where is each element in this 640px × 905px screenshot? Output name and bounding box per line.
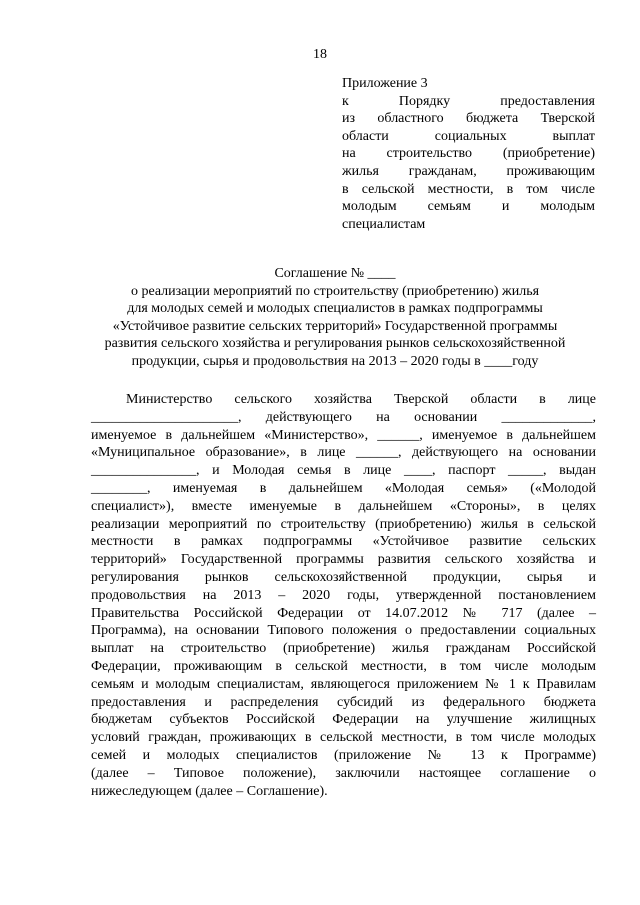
- body-line: местности в рамках подпрограммы «Устойчивое развитие сельских: [91, 534, 596, 550]
- body-line: Программа), на основании Типового положения о предоставлении социальных: [91, 623, 596, 639]
- body-line: специалист»), вместе именуемые в дальнейшем «Стороны», в целях: [91, 498, 596, 514]
- appendix-line: жилья гражданам, проживающим: [342, 163, 595, 179]
- appendix-line: на строительство (приобретение): [342, 146, 595, 162]
- body-line: _____________________, действующего на основании _____________,: [91, 409, 596, 425]
- agreement-body: [91, 391, 596, 800]
- body-line: «Муниципальное образование», в лице ______, действующего на основании: [91, 445, 596, 461]
- body-line: реализации мероприятий по строительству (приобретению) жилья в сельской: [91, 516, 596, 532]
- body-line: именуемое в дальнейшем «Министерство», ______, именуемое в дальнейшем: [91, 427, 596, 443]
- body-line: (далее – Типовое положение), заключили настоящее соглашение о: [91, 765, 596, 781]
- body-line: _______________, и Молодая семья в лице ____, паспорт _____, выдан: [91, 463, 596, 479]
- appendix-line: Приложение 3: [342, 76, 428, 91]
- appendix-line: области социальных выплат: [342, 128, 595, 144]
- body-line: Правительства Российской Федерации от 14.07.2012 № 717 (далее –: [91, 605, 596, 621]
- appendix-line: в сельской местности, в том числе: [342, 181, 595, 197]
- page-number: 18: [313, 47, 327, 62]
- appendix-line: специалистам: [342, 216, 426, 232]
- body-line: Федерации, проживающим в сельской местности, в том числе молодым: [91, 658, 596, 674]
- body-line: регулирования рынков сельскохозяйственной продукции, сырья и: [91, 569, 596, 585]
- appendix-line: из областного бюджета Тверской: [342, 111, 595, 127]
- title-line: продукции, сырья и продовольствия на 2013 – 2020 годы в ____году: [131, 353, 539, 369]
- body-line: семей и молодых специалистов (приложение № 13 к Программе): [91, 747, 596, 763]
- title-line: о реализации мероприятий по строительству (приобретению) жилья: [130, 283, 540, 299]
- body-line: Министерство сельского хозяйства Тверской области в лице: [126, 392, 596, 407]
- body-line: бюджетам субъектов Российской Федерации на улучшение жилищных: [91, 712, 596, 728]
- body-line: выплат на строительство (приобретение) жилья гражданам Российской: [91, 641, 596, 657]
- agreement-title: [80, 265, 590, 371]
- title-line: Соглашение № ____: [274, 266, 396, 281]
- body-line: территорий» Государственной программы развития сельского хозяйства и: [91, 552, 596, 568]
- appendix-line: молодым семьям и молодым: [342, 199, 595, 215]
- body-line: ________, именуемая в дальнейшем «Молодая семья» («Молодой: [91, 480, 596, 496]
- title-line: развития сельского хозяйства и регулирования рынков сельскохозяйственной: [104, 336, 566, 352]
- title-line: «Устойчивое развитие сельских территорий» Государственной программы: [112, 318, 558, 334]
- body-line: предоставления и распределения субсидий из федерального бюджета: [91, 694, 596, 710]
- appendix-line: к Порядку предоставления: [342, 93, 595, 109]
- body-line: нижеследующем (далее – Соглашение).: [91, 783, 328, 799]
- appendix-header: [342, 75, 595, 233]
- title-line: для молодых семей и молодых специалистов в рамках подпрограммы: [127, 301, 543, 317]
- body-line: семьям и молодым специалистам, являющегося приложением № 1 к Правилам: [91, 676, 596, 692]
- body-line: условий граждан, проживающих в сельской местности, в том числе молодых: [91, 730, 596, 746]
- body-line: продовольствия на 2013 – 2020 годы, утвержденной постановлением: [91, 587, 596, 603]
